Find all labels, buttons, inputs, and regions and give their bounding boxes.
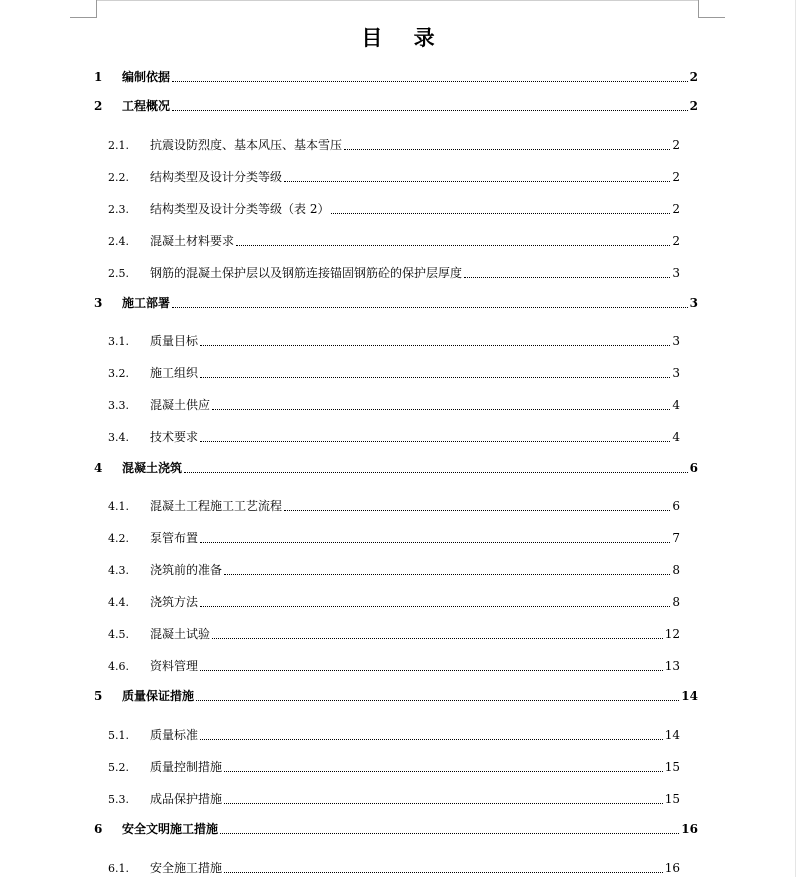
toc-dot-leader (200, 541, 670, 543)
toc-entry-label: 质量控制措施 (150, 760, 223, 774)
toc-subsection-entry[interactable] (108, 624, 680, 644)
toc-entry-page-number: 7 (672, 531, 680, 545)
toc-entry-label: 结构类型及设计分类等级（表 2） (150, 202, 330, 216)
toc-entry-label: 混凝土工程施工工艺流程 (150, 499, 283, 513)
toc-dot-leader (172, 109, 688, 111)
toc-entry-page-number: 3 (672, 334, 680, 348)
toc-subsection-entry[interactable] (108, 167, 680, 187)
toc-entry-page-number: 8 (672, 563, 680, 577)
toc-entry-page-number: 14 (664, 728, 680, 742)
toc-entry-number: 2.3. (108, 203, 129, 216)
toc-entry-label: 浇筑前的准备 (150, 563, 223, 577)
toc-dot-leader (196, 699, 679, 701)
toc-title: 目 录 (361, 25, 447, 50)
toc-section-entry[interactable] (94, 819, 698, 839)
toc-entry-label: 浇筑方法 (150, 595, 199, 609)
toc-entry-label: 钢筋的混凝土保护层以及钢筋连接锚固钢筋砼的保护层厚度 (150, 266, 463, 280)
toc-entry-page-number: 4 (672, 398, 680, 412)
toc-subsection-entry[interactable] (108, 757, 680, 777)
toc-dot-leader (172, 306, 688, 308)
toc-entry-page-number: 2 (672, 202, 680, 216)
toc-entry-number: 4.6. (108, 660, 129, 673)
toc-entry-number: 1 (94, 70, 103, 84)
toc-entry-number: 6.1. (108, 862, 129, 875)
toc-dot-leader (284, 180, 670, 182)
toc-entry-page-number: 2 (689, 70, 698, 84)
toc-entry-label: 泵管布置 (150, 531, 199, 545)
toc-entry-number: 3 (94, 296, 103, 310)
crop-mark-right (698, 0, 725, 18)
toc-entry-number: 4.2. (108, 532, 129, 545)
toc-entry-number: 2.2. (108, 171, 129, 184)
toc-entry-page-number: 2 (689, 99, 698, 113)
toc-entry-page-number: 16 (681, 822, 698, 836)
toc-entry-number: 2.4. (108, 235, 129, 248)
toc-subsection-entry[interactable] (108, 231, 680, 251)
toc-subsection-entry[interactable] (108, 592, 680, 612)
toc-entry-number: 5.2. (108, 761, 129, 774)
toc-entry-label: 混凝土供应 (150, 398, 211, 412)
toc-dot-leader (284, 509, 670, 511)
toc-dot-leader (464, 276, 670, 278)
toc-dot-leader (224, 770, 663, 772)
toc-subsection-entry[interactable] (108, 363, 680, 383)
toc-dot-leader (224, 802, 663, 804)
toc-entry-label: 成品保护措施 (150, 792, 223, 806)
toc-entry-page-number: 13 (664, 659, 680, 673)
toc-section-entry[interactable] (94, 96, 698, 116)
toc-entry-label: 质量保证措施 (122, 689, 195, 703)
toc-entry-label: 施工组织 (150, 366, 199, 380)
toc-dot-leader (200, 376, 670, 378)
toc-entry-number: 4 (94, 461, 103, 475)
toc-entry-number: 3.1. (108, 335, 129, 348)
toc-entry-number: 2.5. (108, 267, 129, 280)
toc-entry-label: 抗震设防烈度、基本风压、基本雪压 (150, 138, 343, 152)
toc-entry-page-number: 15 (664, 760, 680, 774)
toc-entry-label: 结构类型及设计分类等级 (150, 170, 283, 184)
toc-subsection-entry[interactable] (108, 395, 680, 415)
toc-entry-number: 3.3. (108, 399, 129, 412)
toc-subsection-entry[interactable] (108, 496, 680, 516)
toc-section-entry[interactable] (94, 293, 698, 313)
toc-entry-number: 2.1. (108, 139, 129, 152)
toc-subsection-entry[interactable] (108, 199, 680, 219)
toc-dot-leader (200, 738, 663, 740)
toc-entry-number: 3.2. (108, 367, 129, 380)
toc-entry-label: 工程概况 (122, 99, 171, 113)
toc-entry-label: 混凝土材料要求 (150, 234, 235, 248)
toc-entry-label: 混凝土试验 (150, 627, 211, 641)
toc-dot-leader (212, 408, 670, 410)
toc-subsection-entry[interactable] (108, 135, 680, 155)
toc-entry-page-number: 4 (672, 430, 680, 444)
toc-dot-leader (224, 573, 670, 575)
toc-dot-leader (220, 832, 679, 834)
toc-entry-page-number: 6 (689, 461, 698, 475)
toc-dot-leader (200, 344, 670, 346)
toc-entry-number: 5 (94, 689, 103, 703)
toc-entry-label: 质量目标 (150, 334, 199, 348)
toc-entry-number: 4.3. (108, 564, 129, 577)
toc-entry-number: 2 (94, 99, 103, 113)
toc-entry-page-number: 6 (672, 499, 680, 513)
toc-entry-page-number: 2 (672, 138, 680, 152)
toc-section-entry[interactable] (94, 458, 698, 478)
toc-entry-number: 5.3. (108, 793, 129, 806)
toc-entry-label: 混凝土浇筑 (122, 461, 183, 475)
toc-entry-number: 6 (94, 822, 103, 836)
toc-subsection-entry[interactable] (108, 560, 680, 580)
toc-subsection-entry[interactable] (108, 263, 680, 283)
toc-subsection-entry[interactable] (108, 528, 680, 548)
toc-entry-number: 5.1. (108, 729, 129, 742)
toc-subsection-entry[interactable] (108, 656, 680, 676)
toc-subsection-entry[interactable] (108, 427, 680, 447)
toc-entry-page-number: 8 (672, 595, 680, 609)
toc-dot-leader (172, 80, 688, 82)
toc-dot-leader (224, 871, 663, 873)
toc-entry-page-number: 3 (672, 366, 680, 380)
toc-dot-leader (200, 440, 670, 442)
toc-dot-leader (236, 244, 670, 246)
toc-dot-leader (212, 637, 663, 639)
toc-entry-label: 安全施工措施 (150, 861, 223, 875)
toc-entry-page-number: 2 (672, 170, 680, 184)
toc-entry-page-number: 14 (681, 689, 698, 703)
page-top-edge (96, 0, 698, 1)
toc-dot-leader (184, 471, 688, 473)
toc-dot-leader (344, 148, 670, 150)
toc-section-entry[interactable] (94, 67, 698, 87)
toc-section-entry[interactable] (94, 686, 698, 706)
toc-entry-page-number: 12 (664, 627, 680, 641)
toc-entry-number: 4.1. (108, 500, 129, 513)
toc-entry-page-number: 3 (689, 296, 698, 310)
toc-entry-number: 4.5. (108, 628, 129, 641)
toc-entry-page-number: 15 (664, 792, 680, 806)
toc-entry-label: 编制依据 (122, 70, 171, 84)
toc-subsection-entry[interactable] (108, 725, 680, 745)
toc-entry-label: 安全文明施工措施 (122, 822, 219, 836)
toc-entry-label: 施工部署 (122, 296, 171, 310)
toc-subsection-entry[interactable] (108, 331, 680, 351)
toc-entry-label: 质量标准 (150, 728, 199, 742)
toc-dot-leader (200, 605, 670, 607)
toc-dot-leader (331, 212, 670, 214)
toc-entry-label: 技术要求 (150, 430, 199, 444)
crop-mark-left (70, 0, 97, 18)
toc-entry-number: 4.4. (108, 596, 129, 609)
toc-entry-label: 资料管理 (150, 659, 199, 673)
toc-dot-leader (200, 669, 663, 671)
toc-entry-page-number: 3 (672, 266, 680, 280)
toc-subsection-entry[interactable] (108, 858, 680, 878)
toc-entry-number: 3.4. (108, 431, 129, 444)
toc-entry-page-number: 2 (672, 234, 680, 248)
toc-entry-page-number: 16 (664, 861, 680, 875)
toc-subsection-entry[interactable] (108, 789, 680, 809)
